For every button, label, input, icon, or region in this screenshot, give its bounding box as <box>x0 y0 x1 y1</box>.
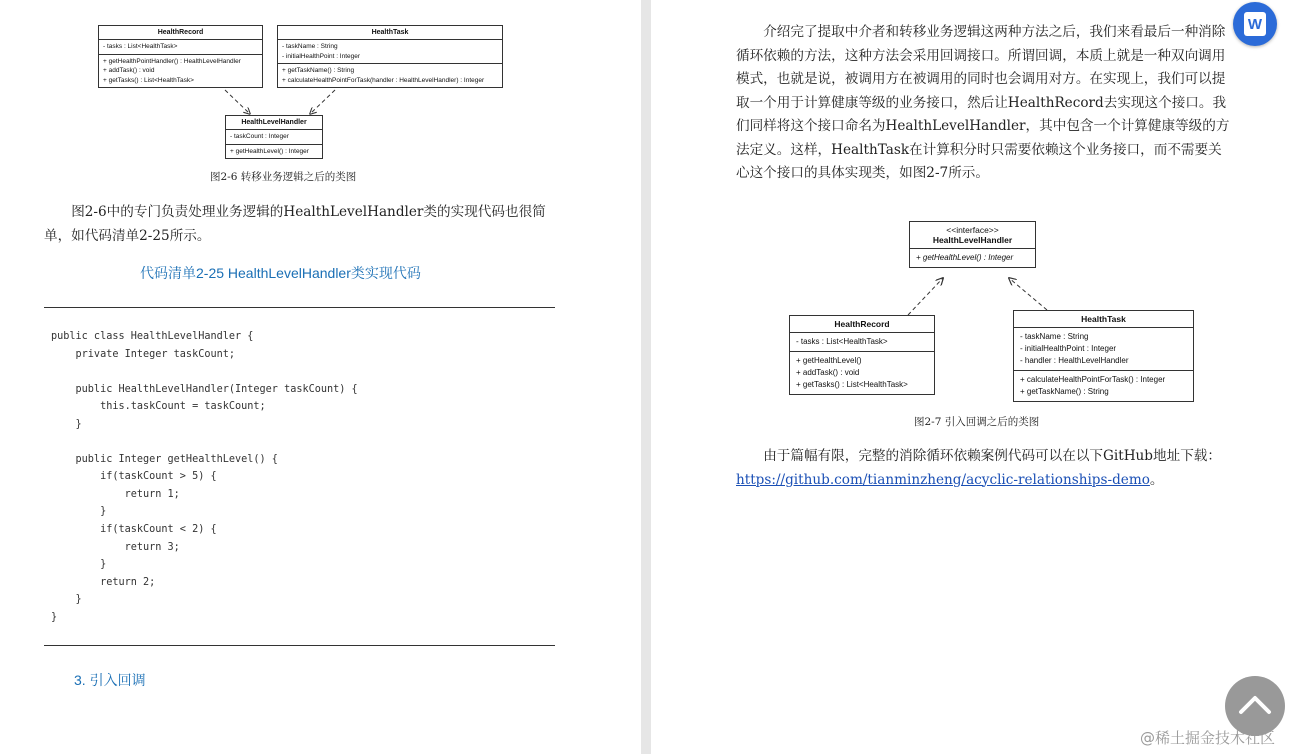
body-paragraph: 图2-6中的专门负责处理业务逻辑的HealthLevelHandler类的实现代码也很简单，如代码清单2-25所示。 <box>44 204 546 244</box>
figure-caption: 图2-6 转移业务逻辑之后的类图 <box>210 171 357 183</box>
left-page <box>0 0 641 754</box>
class-name: HealthTask <box>1014 311 1193 328</box>
class-attribute: - initialHealthPoint : Integer <box>1020 344 1117 353</box>
code-bottom-rule <box>44 645 555 646</box>
uml-class-health-record <box>789 315 935 395</box>
paragraph-text: 。 <box>1149 471 1164 488</box>
class-name: HealthRecord <box>99 26 262 40</box>
class-method: + addTask() : void <box>103 67 155 74</box>
class-method: + addTask() : void <box>796 368 860 377</box>
section-heading: 3. 引入回调 <box>74 672 146 688</box>
word-icon[interactable] <box>1233 2 1277 46</box>
right-page <box>651 0 1306 754</box>
dependency-arrow <box>1009 278 1047 310</box>
code-block: public class HealthLevelHandler { private Integer taskCount; public HealthLevelHandler(Integer taskCount) { this.taskCount = taskCount; } public Integer getHealthLevel() { if(taskCount > 5) { return 1; } if(taskCount < 2) { return 3; } return 2; } } <box>51 331 358 623</box>
class-attribute: - taskCount : Integer <box>230 133 289 140</box>
interface-header <box>910 222 1035 249</box>
uml-interface-health-level-handler <box>909 221 1036 268</box>
interface-name: HealthLevelHandler <box>932 235 1013 245</box>
watermark: @稀土掘金技术社区 <box>1140 729 1276 747</box>
github-link[interactable]: https://github.com/tianminzheng/acyclic-relationships-demo <box>736 471 1150 488</box>
code-top-rule <box>44 307 555 308</box>
class-attribute: - taskName : String <box>1020 332 1089 341</box>
code-listing-title: 代码清单2-25 HealthLevelHandler类实现代码 <box>140 265 421 281</box>
interface-method: + getHealthLevel() : Integer <box>916 253 1014 262</box>
class-name: HealthTask <box>278 26 502 40</box>
dependency-arrow <box>225 90 250 114</box>
class-method: + getHealthLevel() : Integer <box>230 147 309 155</box>
interface-stereotype: <<interface>> <box>946 225 999 235</box>
uml-class-health-task <box>1013 310 1194 402</box>
word-letter: W <box>1244 12 1266 36</box>
class-attribute: - handler : HealthLevelHandler <box>1020 356 1129 365</box>
class-attribute: - initialHealthPoint : Integer <box>282 52 361 60</box>
figure-caption: 图2-7 引入回调之后的类图 <box>914 416 1040 428</box>
class-method: + getHealthPointHandler() : HealthLevelHandler <box>103 57 241 65</box>
class-method: + getTasks() : List<HealthTask> <box>796 380 908 389</box>
class-method: + calculateHealthPointForTask() : Integer <box>1020 375 1166 384</box>
body-paragraph <box>736 445 1234 492</box>
class-name: HealthLevelHandler <box>226 116 322 130</box>
class-method: + getHealthLevel() <box>796 356 862 365</box>
class-method: + getTaskName() : String <box>1020 387 1109 396</box>
class-method: + calculateHealthPointForTask(handler : HealthLevelHandler) : Integer <box>282 76 485 84</box>
class-name: HealthRecord <box>790 316 934 333</box>
realization-arrow <box>908 278 943 315</box>
class-attribute: - tasks : List<HealthTask> <box>103 43 178 50</box>
paragraph-text: 由于篇幅有限，完整的消除循环依赖案例代码可以在以下GitHub地址下载： <box>763 448 1221 464</box>
uml-class-health-task <box>277 25 503 88</box>
body-paragraph: 介绍完了提取中介者和转移业务逻辑这两种方法之后，我们来看最后一种消除循环依赖的方法，这种方法会采用回调接口。所谓回调，本质上就是一种双向调用模式，也就是说，被调用方在被调用的同时也会调用对方。在实现上，我们可以提取一个用于计算健康等级的业务接口，然后让HealthRecord去实现这个接口。我们同样将这个接口命名为HealthLevelHandler，其中包含一个计算健康等级的方法定义。这样，HealthTask在计算积分时只需要依赖这个业务接口，而不需要关心这个接口的具体实现类，如图2-7所示。 <box>736 24 1230 181</box>
class-attribute: - taskName : String <box>282 43 338 50</box>
uml-class-health-level-handler <box>225 115 323 159</box>
uml-class-health-record <box>98 25 263 88</box>
class-attribute: - tasks : List<HealthTask> <box>796 337 888 346</box>
class-method: + getTasks() : List<HealthTask> <box>103 76 194 84</box>
dependency-arrow <box>310 90 335 114</box>
class-method: + getTaskName() : String <box>282 67 355 74</box>
